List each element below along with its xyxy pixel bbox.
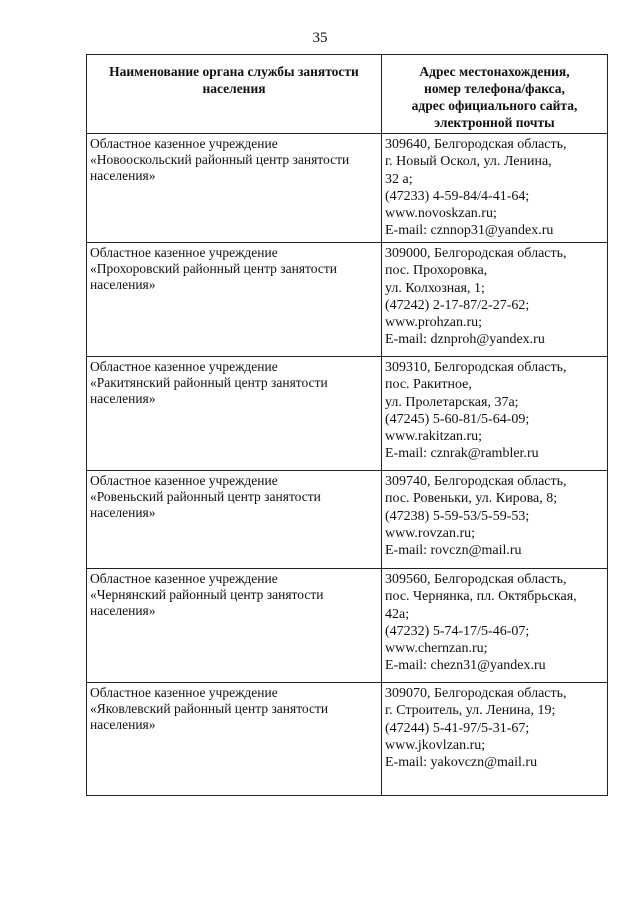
header-organization-name bbox=[87, 55, 382, 134]
email-line: E-mail: cznnop31@yandex.ru bbox=[385, 223, 554, 239]
phone-line: (47238) 5-59-53/5-59-53; bbox=[385, 508, 530, 524]
name-line: населения» bbox=[90, 717, 156, 732]
address-cell bbox=[382, 569, 608, 683]
address-line: пос. Ровеньки, ул. Кирова, 8; bbox=[385, 491, 558, 507]
name-line: Областное казенное учреждение bbox=[90, 571, 278, 586]
name-line: Областное казенное учреждение bbox=[90, 359, 278, 374]
website-line: www.novoskzan.ru; bbox=[385, 206, 497, 222]
website-line: www.jkovlzan.ru; bbox=[385, 737, 486, 753]
address-line: пос. Прохоровка, bbox=[385, 263, 488, 279]
organization-name-cell bbox=[87, 357, 382, 471]
email-line: E-mail: rovczn@mail.ru bbox=[385, 543, 522, 559]
email-line: E-mail: chezn31@yandex.ru bbox=[385, 658, 546, 674]
address-line: 42а; bbox=[385, 606, 410, 622]
name-line: Областное казенное учреждение bbox=[90, 685, 278, 700]
address-line: г. Новый Оскол, ул. Ленина, bbox=[385, 154, 552, 170]
phone-line: (47242) 2-17-87/2-27-62; bbox=[385, 297, 530, 313]
address-line: ул. Пролетарская, 37а; bbox=[385, 394, 519, 410]
name-line: населения» bbox=[90, 277, 156, 292]
header-line: электронной почты bbox=[434, 115, 555, 130]
table-row bbox=[87, 683, 608, 796]
phone-line: (47233) 4-59-84/4-41-64; bbox=[385, 188, 530, 204]
address-cell bbox=[382, 243, 608, 357]
address-cell bbox=[382, 134, 608, 243]
name-line: населения» bbox=[90, 391, 156, 406]
website-line: www.rovzan.ru; bbox=[385, 525, 476, 541]
address-line: 309640, Белгородская область, bbox=[385, 137, 567, 152]
website-line: www.rakitzan.ru; bbox=[385, 429, 483, 445]
name-line: населения» bbox=[90, 505, 156, 520]
phone-line: (47232) 5-74-17/5-46-07; bbox=[385, 623, 530, 639]
organization-name-cell bbox=[87, 683, 382, 796]
address-line: 309000, Белгородская область, bbox=[385, 246, 567, 261]
name-line: «Чернянский районный центр занятости bbox=[90, 587, 324, 602]
website-line: www.prohzan.ru; bbox=[385, 315, 483, 331]
table-row bbox=[87, 471, 608, 569]
name-line: Областное казенное учреждение bbox=[90, 136, 278, 151]
name-line: Областное казенное учреждение bbox=[90, 245, 278, 260]
name-line: населения» bbox=[90, 603, 156, 618]
employment-centers-table bbox=[86, 54, 608, 796]
phone-line: (47244) 5-41-97/5-31-67; bbox=[385, 720, 530, 736]
address-line: 309070, Белгородская область, bbox=[385, 686, 567, 701]
table-row bbox=[87, 134, 608, 243]
table-row bbox=[87, 357, 608, 471]
page-number: 35 bbox=[312, 30, 328, 46]
address-line: 309310, Белгородская область, bbox=[385, 360, 567, 375]
header-line: адрес официального сайта, bbox=[411, 98, 578, 113]
organization-name-cell bbox=[87, 243, 382, 357]
header-line: населения bbox=[202, 81, 266, 96]
address-line: 309740, Белгородская область, bbox=[385, 474, 567, 489]
name-line: населения» bbox=[90, 168, 156, 183]
address-line: 32 а; bbox=[385, 171, 413, 187]
table-row bbox=[87, 243, 608, 357]
header-line: Наименование органа службы занятости bbox=[109, 64, 359, 79]
name-line: «Ровеньский районный центр занятости bbox=[90, 489, 321, 504]
name-line: «Новооскольский районный центр занятости bbox=[90, 152, 350, 167]
email-line: E-mail: yakovczn@mail.ru bbox=[385, 755, 538, 771]
name-line: «Яковлевский районный центр занятости bbox=[90, 701, 329, 716]
website-line: www.chernzan.ru; bbox=[385, 641, 488, 657]
address-line: пос. Ракитное, bbox=[385, 377, 472, 393]
address-line: г. Строитель, ул. Ленина, 19; bbox=[385, 703, 556, 719]
name-line: «Прохоровский районный центр занятости bbox=[90, 261, 337, 276]
name-line: «Ракитянский районный центр занятости bbox=[90, 375, 328, 390]
address-cell bbox=[382, 471, 608, 569]
email-line: E-mail: cznrak@rambler.ru bbox=[385, 446, 539, 462]
phone-line: (47245) 5-60-81/5-64-09; bbox=[385, 411, 530, 427]
address-cell bbox=[382, 357, 608, 471]
email-line: E-mail: dznproh@yandex.ru bbox=[385, 332, 545, 348]
organization-name-cell bbox=[87, 134, 382, 243]
header-address bbox=[382, 55, 608, 134]
address-line: ул. Колхозная, 1; bbox=[385, 280, 485, 296]
table-header-row bbox=[87, 55, 608, 134]
address-line: 309560, Белгородская область, bbox=[385, 572, 567, 587]
header-line: номер телефона/факса, bbox=[424, 81, 565, 96]
organization-name-cell bbox=[87, 471, 382, 569]
name-line: Областное казенное учреждение bbox=[90, 473, 278, 488]
table-row bbox=[87, 569, 608, 683]
header-line: Адрес местонахождения, bbox=[419, 64, 570, 79]
organization-name-cell bbox=[87, 569, 382, 683]
address-line: пос. Чернянка, пл. Октябрьская, bbox=[385, 589, 577, 605]
address-cell bbox=[382, 683, 608, 796]
